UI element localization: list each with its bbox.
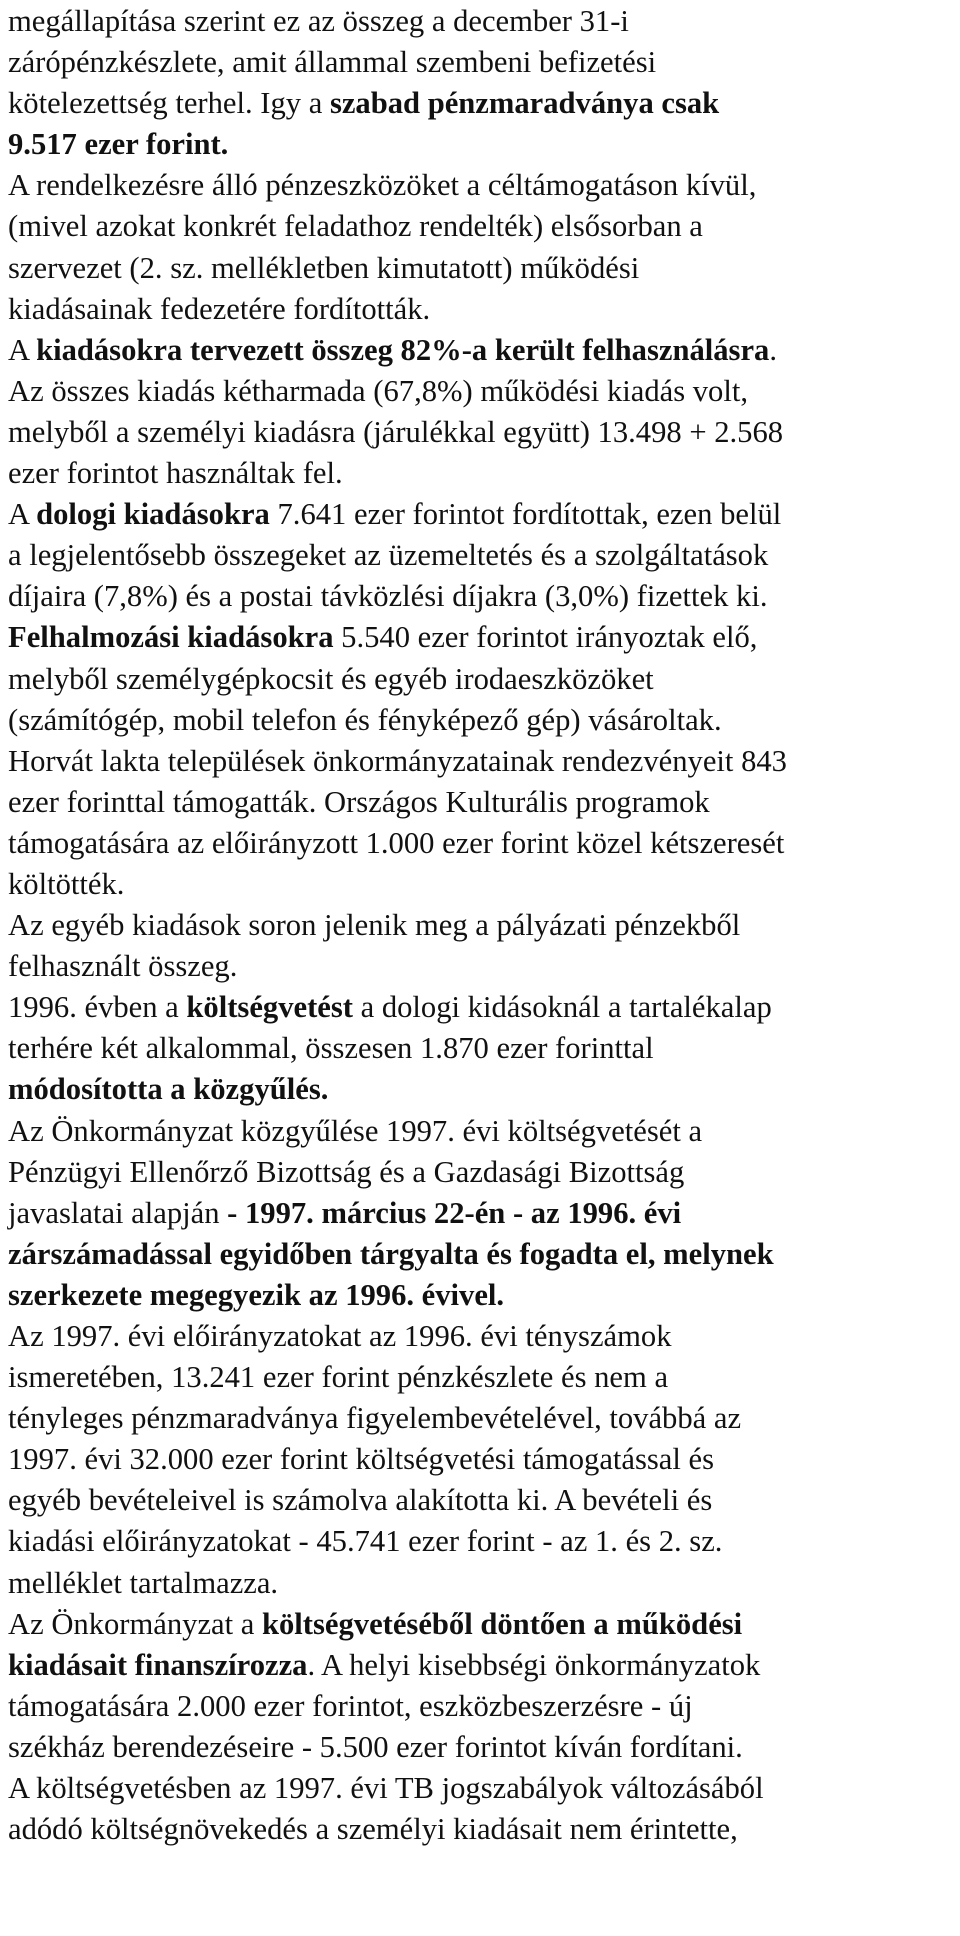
text-line — [8, 1111, 946, 1152]
text-segment: 5.540 ezer forintot irányoztak elő, — [333, 620, 758, 655]
text-line — [8, 330, 946, 371]
text-segment: Az egyéb kiadások soron jelenik meg a pályázati pénzekből — [8, 908, 741, 943]
text-segment: Az Önkormányzat közgyűlése 1997. évi költségvetését a — [8, 1113, 703, 1148]
text-line — [8, 494, 946, 535]
text-line — [8, 1275, 946, 1316]
text-line — [8, 1809, 946, 1850]
bold-text-segment: dologi kiadásokra — [36, 497, 270, 532]
text-segment: A — [8, 497, 37, 532]
text-line — [8, 42, 946, 83]
text-line — [8, 1152, 946, 1193]
text-line — [8, 1357, 946, 1398]
bold-text-segment: kiadásokra tervezett összeg 82%-a került felhasználásra — [36, 332, 770, 367]
text-line — [8, 124, 946, 165]
bold-text-segment: zárszámadással egyidőben tárgyalta és fogadta el, melynek — [8, 1236, 774, 1271]
text-line — [8, 700, 946, 741]
bold-text-segment: Felhalmozási kiadásokra — [8, 620, 334, 655]
text-segment: a dologi kidásoknál a tartalékalap — [352, 990, 772, 1025]
bold-text-segment: - 1997. március 22-én - az 1996. évi — [227, 1195, 682, 1230]
text-segment: költötték. — [8, 866, 125, 901]
text-line — [8, 1069, 946, 1110]
text-segment: felhasznált összeg. — [8, 949, 238, 984]
bold-text-segment: szabad pénzmaradványa csak — [329, 86, 720, 121]
bold-text-segment: 9.517 ezer forint. — [8, 127, 229, 162]
text-segment: ezer forinttal támogatták. Országos Kulturális programok — [8, 784, 710, 819]
bold-text-segment: szerkezete megegyezik az 1996. évivel. — [8, 1277, 505, 1312]
text-segment: kiadásainak fedezetére fordították. — [8, 291, 431, 326]
text-segment: ismeretében, 13.241 ezer forint pénzkészlete és nem a — [8, 1360, 669, 1395]
text-line — [8, 864, 946, 905]
text-segment: terhére két alkalommal, összesen 1.870 ezer forinttal — [8, 1031, 654, 1066]
text-line — [8, 1645, 946, 1686]
text-segment: a legjelentősebb összegeket az üzemeltetés és a szolgáltatások — [8, 538, 769, 573]
text-segment: 7.641 ezer forintot fordítottak, ezen belül — [269, 497, 782, 532]
text-line — [8, 1563, 946, 1604]
text-segment: Pénzügyi Ellenőrző Bizottság és a Gazdasági Bizottság — [8, 1154, 685, 1189]
text-line — [8, 659, 946, 700]
text-segment: . A helyi kisebbségi önkormányzatok — [307, 1647, 761, 1682]
bold-text-segment: kiadásait finanszírozza — [8, 1647, 308, 1682]
text-line — [8, 248, 946, 289]
text-segment: székház berendezéseire - 5.500 ezer forintot kíván fordítani. — [8, 1729, 743, 1764]
text-segment: A rendelkezésre álló pénzeszközöket a céltámogatáson kívül, — [8, 168, 757, 203]
text-segment: egyéb bevételeivel is számolva alakította ki. A bevételi és — [8, 1483, 713, 1518]
text-line — [8, 617, 946, 658]
text-segment: Az Önkormányzat a — [8, 1606, 262, 1641]
text-line — [8, 1604, 946, 1645]
text-segment: A — [8, 332, 37, 367]
text-line — [8, 453, 946, 494]
text-segment: tényleges pénzmaradványa figyelembevételével, továbbá az — [8, 1401, 742, 1436]
text-line — [8, 165, 946, 206]
bold-text-segment: költségvetéséből döntően a működési — [262, 1606, 743, 1641]
text-segment: 1997. évi 32.000 ezer forint költségvetési támogatással és — [8, 1442, 715, 1477]
text-segment: javaslatai alapján — [8, 1195, 228, 1230]
text-segment: Az 1997. évi előirányzatokat az 1996. évi tényszámok — [8, 1319, 672, 1353]
text-segment: melyből a személyi kiadásra (járulékkal együtt) 13.498 + 2.568 — [8, 414, 784, 449]
text-line — [8, 289, 946, 330]
text-segment: ezer forintot használtak fel. — [8, 456, 343, 491]
text-segment: kötelezettség terhel. Igy a — [8, 86, 330, 121]
text-line — [8, 206, 946, 247]
text-line — [8, 823, 946, 864]
text-segment: melyből személygépkocsit és egyéb irodaeszközöket — [8, 661, 654, 696]
text-line — [8, 83, 946, 124]
text-line — [8, 1234, 946, 1275]
text-segment: adódó költségnövekedés a személyi kiadásait nem érintette, — [8, 1812, 738, 1847]
text-segment: . — [769, 332, 777, 367]
text-line — [8, 371, 946, 412]
text-line — [8, 782, 946, 823]
bold-text-segment: módosította a közgyűlés. — [8, 1072, 329, 1107]
text-line — [8, 1727, 946, 1768]
text-line — [8, 535, 946, 576]
text-segment: A költségvetésben az 1997. évi TB jogszabályok változásából — [8, 1771, 764, 1806]
text-line — [8, 1316, 946, 1357]
text-line — [8, 1686, 946, 1727]
text-line — [8, 987, 946, 1028]
text-segment: (számítógép, mobil telefon és fényképező gép) vásároltak. — [8, 702, 722, 737]
text-segment: melléklet tartalmazza. — [8, 1565, 279, 1600]
text-segment: Horvát lakta települések önkormányzatainak rendezvényeit 843 — [8, 743, 787, 778]
text-line — [8, 905, 946, 946]
text-segment: (mivel azokat konkrét feladathoz rendelték) elsősorban a — [8, 209, 703, 244]
text-segment: 1996. évben a — [8, 990, 187, 1025]
text-line — [8, 1398, 946, 1439]
text-line — [8, 1439, 946, 1480]
text-segment: díjaira (7,8%) és a postai távközlési díjakra (3,0%) fizettek ki. — [8, 579, 768, 614]
text-segment: Az összes kiadás kétharmada (67,8%) működési kiadás volt, — [8, 373, 749, 408]
text-line — [8, 1, 946, 42]
text-line — [8, 1768, 946, 1809]
text-line — [8, 1521, 946, 1562]
text-segment: kiadási előirányzatokat - 45.741 ezer forint - az 1. és 2. sz. — [8, 1524, 723, 1559]
text-line — [8, 1480, 946, 1521]
text-line — [8, 1028, 946, 1069]
text-line — [8, 412, 946, 453]
text-segment: megállapítása szerint ez az összeg a december 31-i — [8, 4, 629, 38]
text-segment: zárópénzkészlete, amit állammal szembeni befizetési — [8, 45, 657, 80]
bold-text-segment: költségvetést — [186, 990, 353, 1025]
text-segment: támogatására az előirányzott 1.000 ezer forint közel kétszeresét — [8, 825, 785, 860]
text-line — [8, 946, 946, 987]
text-segment: támogatására 2.000 ezer forintot, eszközbeszerzésre - új — [8, 1688, 693, 1723]
text-line — [8, 1193, 946, 1234]
text-segment: szervezet (2. sz. mellékletben kimutatott) működési — [8, 250, 640, 285]
text-line — [8, 576, 946, 617]
text-line — [8, 741, 946, 782]
